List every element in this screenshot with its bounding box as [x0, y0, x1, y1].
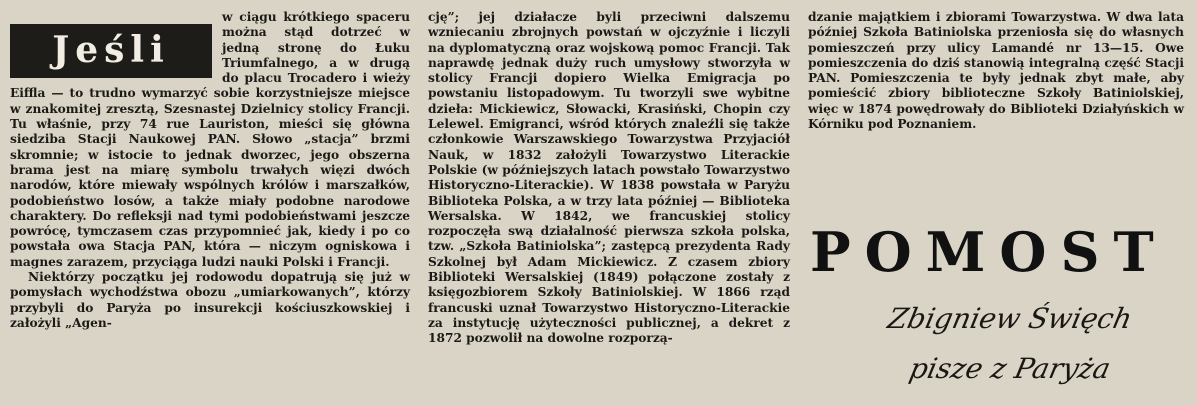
paragraph: w ciągu krótkiego spaceru można stąd dotrzeć w jedną stronę do Łuku Triumfalnego, a w drugą do placu Trocadero i wieży Eiffla — to trudno wymarzyć sobie korzystniejsze miejsce w znakomitej zresztą, Szesnastej Dzielnicy stolicy Francji. Tu właśnie, przy 74 rue Lauriston, mieści się główna siedziba Stacji Naukowej PAN. Słowo „stacja” brzmi skromnie; w istocie to jednak dworzec, jego obszerna brama jest na miarę symbolu trwałych więzi dwóch narodów, które miewały wspólnych królów i marszałków, podobieństwo losów, a także miały podobne narodowe charaktery. Do refleksji nad tymi podobieństwami jeszcze powrócę, tymczasem czas przypomnieć jak, kiedy i po co powstała owa Stacja PAN, która — niczym ogniskowa i magnes zarazem, przyciąga ludzi nauki Polski i Francji. [10, 10, 410, 269]
byline-location: pisze z Paryża [906, 352, 1114, 385]
dropcap-word: Jeśli [52, 29, 170, 72]
paragraph: Niektórzy początku jej rodowodu dopatrują się już w pomysłach wychodźstwa obozu „umiarkowanych”, którzy przybyli do Paryża po insurekcji kościuszkowskiej i założyli „Agen- [10, 270, 410, 330]
dropcap-box [10, 24, 212, 78]
article-column-2 [428, 10, 790, 347]
article-column-1 [10, 10, 410, 331]
paragraph: dzanie majątkiem i zbiorami Towarzystwa. W dwa lata później Szkoła Batiniolska przeniosła się do własnych pomieszczeń przy ulicy Lamandé nr 13—15. Owe pomieszczenia do dziś stanowią integralną część Stacji PAN. Pomieszczenia te były jednak zbyt małe, aby pomieścić zbiory biblioteczne Szkoły Batiniolskiej, więc w 1874 powędrowały do Biblioteki Działyńskich w Kórniku pod Poznaniem. [808, 10, 1184, 132]
byline-author: Zbigniew Święch [884, 302, 1136, 335]
article-column-3 [808, 10, 1184, 132]
paragraph: cję”; jej działacze byli przeciwni dalszemu wzniecaniu zbrojnych powstań w ojczyźnie i liczyli na dyplomatyczną oraz wojskową pomoc Francji. Tak naprawdę jednak duży ruch umysłowy stworzyła w stolicy Francji dopiero Wielka Emigracja po powstaniu listopadowym. Tu tworzyli swe wybitne dzieła: Mickiewicz, Słowacki, Krasiński, Chopin czy Lelewel. Emigranci, wśród których znaleźli się także członkowie Warszawskiego Towarzystwa Przyjaciół Nauk, w 1832 założyli Towarzystwo Literackie Polskie (w późniejszych latach powstało Towarzystwo Historyczno-Literackie). W 1838 powstała w Paryżu Biblioteka Polska, a w trzy lata później — Biblioteka Wersalska. W 1842, we francuskiej stolicy rozpoczęła swą działalność pierwsza szkoła polska, tzw. „Szkoła Batiniolska”; zastępcą prezydenta Rady Szkolnej był Adam Mickiewicz. Z czasem zbiory Biblioteki Wersalskiej (1849) połączone zostały z księgozbiorem Szkoły Batiniolskiej. W 1866 rząd francuski uznał Towarzystwo Historyczno-Literackie za instytucję użyteczności publicznej, a dekret z 1872 pozwolił na dowolne rozporzą- [428, 10, 790, 346]
masthead-title: POMOST [810, 222, 1168, 282]
